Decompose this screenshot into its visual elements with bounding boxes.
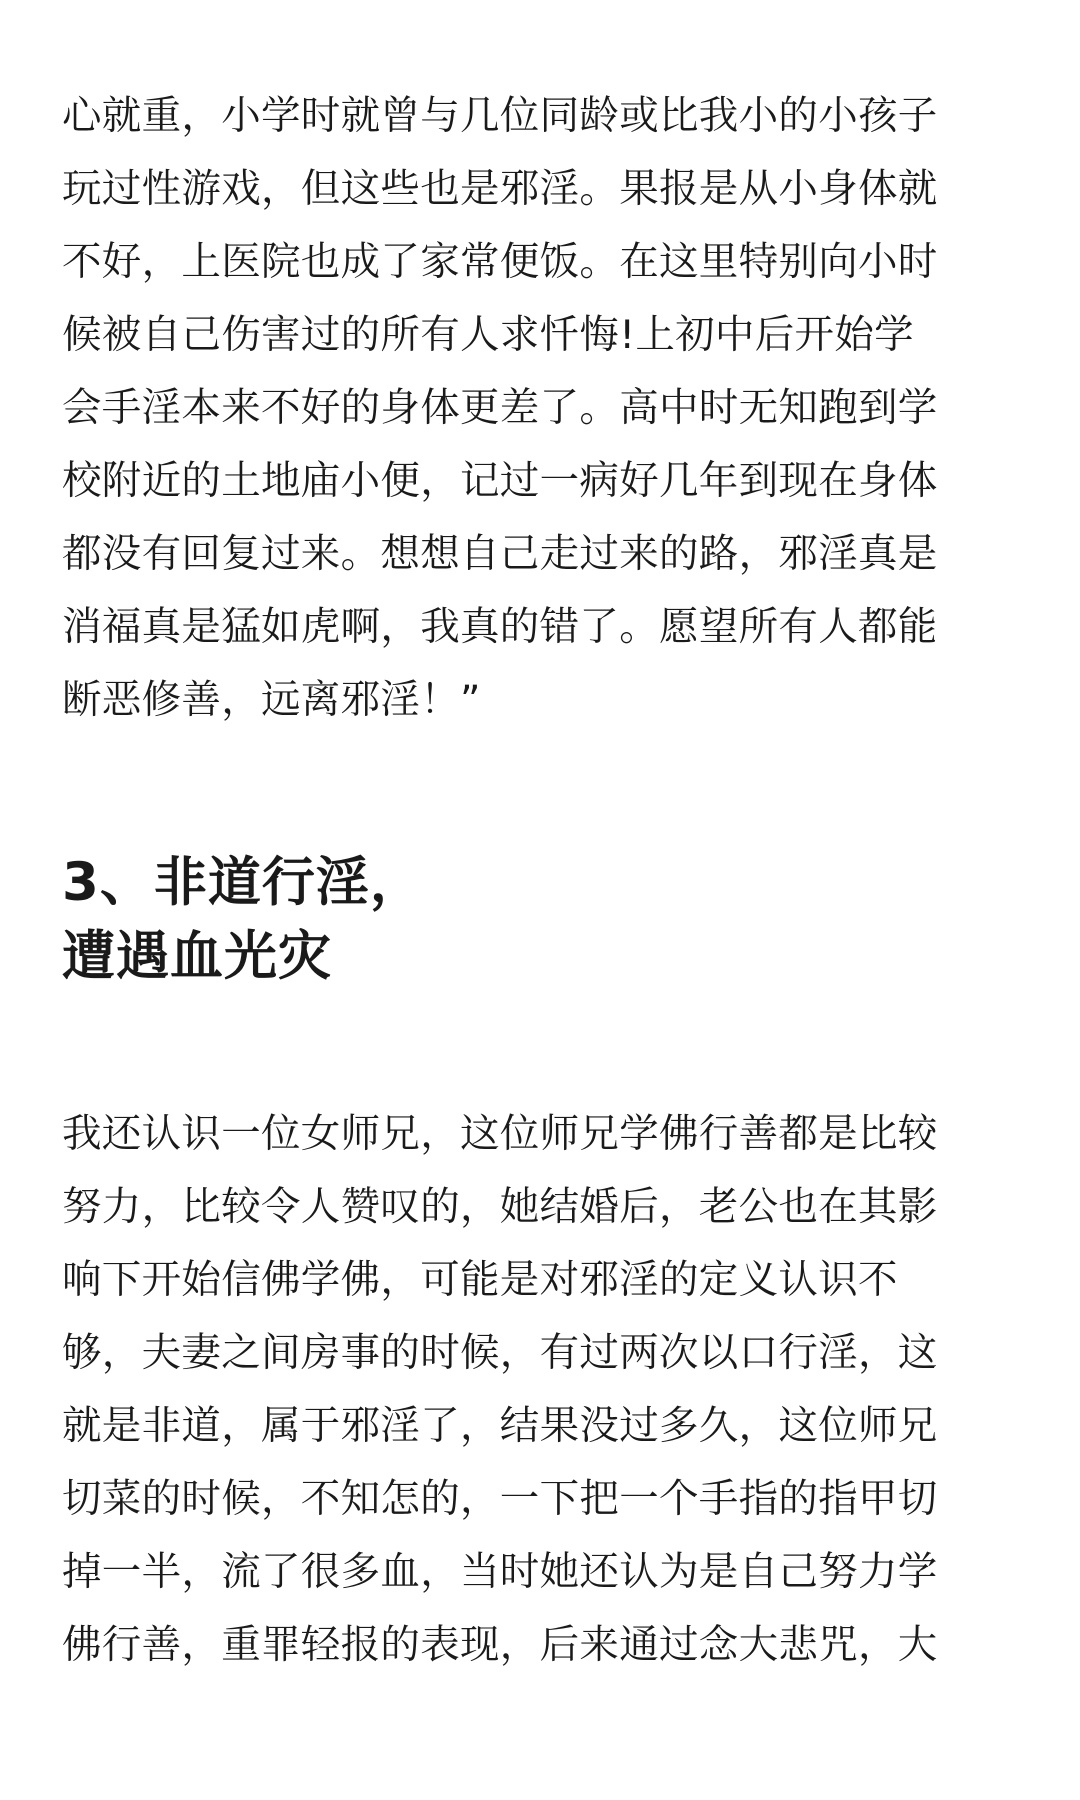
text-line: 努力，比较令人赞叹的，她结婚后，老公也在其影 (62, 1184, 938, 1230)
heading-line: 遭遇血光灾 (62, 926, 332, 987)
text-line: 就是非道，属于邪淫了，结果没过多久，这位师兄 (62, 1403, 938, 1449)
text-line: 消福真是猛如虎啊，我真的错了。愿望所有人都能 (62, 604, 938, 650)
text-line: 候被自己伤害过的所有人求忏悔!上初中后开始学 (62, 312, 914, 358)
text-line: 我还认识一位女师兄，这位师兄学佛行善都是比较 (62, 1111, 938, 1157)
paragraph-story (62, 1098, 1042, 1682)
text-line: 不好，上医院也成了家常便饭。在这里特别向小时 (62, 239, 938, 285)
text-line: 掉一半，流了很多血，当时她还认为是自己努力学 (62, 1549, 938, 1595)
heading-line: 3、非道行淫， (62, 852, 424, 913)
section-heading (62, 846, 424, 994)
text-line: 都没有回复过来。想想自己走过来的路，邪淫真是 (62, 531, 938, 577)
paragraph-confession (62, 80, 1042, 737)
text-line: 校附近的土地庙小便，记过一病好几年到现在身体 (62, 458, 938, 504)
text-line: 会手淫本来不好的身体更差了。高中时无知跑到学 (62, 385, 938, 431)
text-line: 响下开始信佛学佛，可能是对邪淫的定义认识不 (62, 1257, 898, 1303)
text-line: 断恶修善，远离邪淫！” (62, 677, 481, 723)
text-line: 佛行善，重罪轻报的表现，后来通过念大悲咒，大 (62, 1622, 938, 1668)
text-line: 玩过性游戏，但这些也是邪淫。果报是从小身体就 (62, 166, 938, 212)
text-line: 切菜的时候，不知怎的，一下把一个手指的指甲切 (62, 1476, 938, 1522)
text-line: 心就重，小学时就曾与几位同龄或比我小的小孩子 (62, 93, 938, 139)
text-line: 够，夫妻之间房事的时候，有过两次以口行淫，这 (62, 1330, 938, 1376)
